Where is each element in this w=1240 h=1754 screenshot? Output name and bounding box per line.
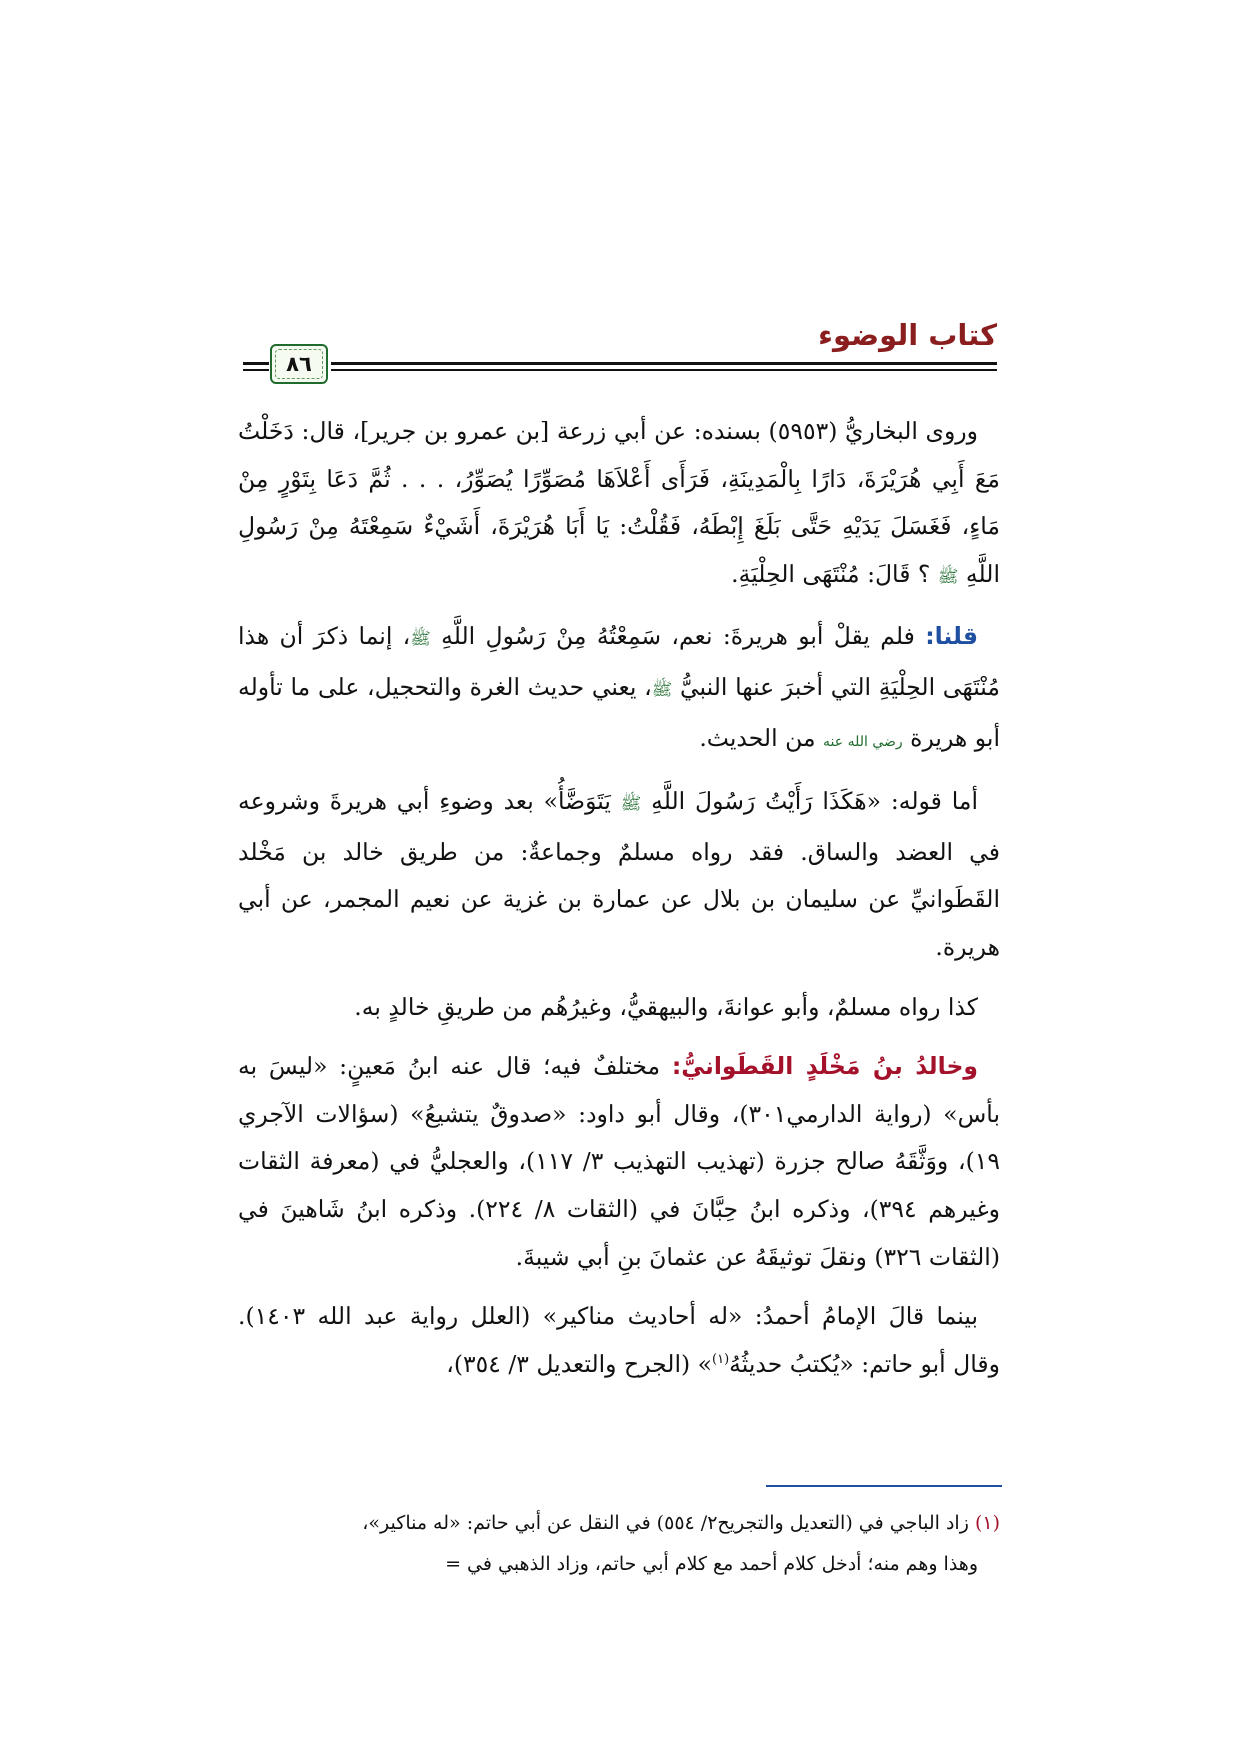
paragraph-2-part-d: من الحديث. <box>699 723 816 752</box>
paragraph-2-part-b: ، إنما ذكرَ أن هذا مُنْتَهَى الحِلْيَةِ التي أخبرَ عنها النبيُّ <box>238 622 1000 701</box>
radi-glyph-icon: رضي الله عنه <box>823 733 903 750</box>
pbuh-glyph-icon: ﷺ <box>410 629 431 650</box>
pbuh-glyph-icon: ﷺ <box>620 794 642 815</box>
footnote-separator <box>766 1485 1002 1487</box>
paragraph-3-part-a: أما قوله: «هَكَذَا رَأَيْتُ رَسُولَ اللَّهِ <box>651 787 978 816</box>
paragraph-5-label: وخالدُ بنُ مَخْلَدٍ القَطَوانيُّ: <box>671 1052 978 1081</box>
header-rule-thin <box>331 369 997 371</box>
paragraph-5 <box>238 1043 1000 1281</box>
paragraph-2-part-c: ، يعني حديث الغرة والتحجيل، على ما تأوله أبو هريرة <box>238 672 1000 752</box>
header-rule-left-thin <box>243 369 269 371</box>
paragraph-2-part-a: فلم يقلْ أبو هريرةَ: نعم، سَمِعْتُهُ مِنْ رَسُولِ اللَّهِ <box>441 622 915 651</box>
footnote-reference[interactable]: (١) <box>712 1351 730 1367</box>
paragraph-3 <box>238 778 1000 971</box>
main-text <box>238 408 1000 1400</box>
pbuh-glyph-icon: ﷺ <box>937 566 959 587</box>
paragraph-6 <box>238 1293 1000 1388</box>
header-rule-thick <box>331 362 997 365</box>
page-header <box>243 318 997 390</box>
page-number: ٨٦ <box>286 352 312 376</box>
footnote-1 <box>238 1503 1000 1544</box>
paragraph-2 <box>238 613 1000 766</box>
paragraph-4: كذا رواه مسلمٌ، وأبو عوانةَ، والبيهقيُّ، وغيرُهُم من طريقِ خالدٍ به. <box>354 992 978 1021</box>
footnote-1-cont: وهذا وهم منه؛ أدخل كلام أحمد مع كلام أبي حاتم، وزاد الذهبي في = <box>445 1553 978 1575</box>
chapter-title: كتاب الوضوء <box>818 318 997 352</box>
paragraph-1 <box>238 408 1000 601</box>
header-rule-left-thick <box>243 362 269 365</box>
pbuh-glyph-icon: ﷺ <box>651 679 673 700</box>
paragraph-3-part-b: يَتَوَضَّأُ» بعد وضوءِ أبي هريرةَ وشروعه في العضد والساق. فقد رواه مسلمٌ وجماعةٌ: من طريق خالد بن مَخْلد القَطَوانيِّ عن سليمان بن بلال عن عمارة بن غزية عن نعيم المجمر، عن أبي هريرة. <box>238 787 1000 961</box>
footnotes <box>238 1503 1000 1585</box>
paragraph-5-text: مختلفٌ فيه؛ قال عنه ابنُ مَعينٍ: «ليسَ به بأس» (رواية الدارمي٣٠١)، وقال أبو داود: «صدوقٌ يتشيعُ» (سؤالات الآجري ١٩)، ووَثَّقَهُ صالح جزرة (تهذيب التهذيب ٣/ ١١٧)، والعجليُّ في (معرفة الثقات وغيرهم ٣٩٤)، وذكره ابنُ حِبَّانَ في (الثقات ٨/ ٢٢٤). وذكره ابنُ شَاهينَ في (الثقات ٣٢٦) ونقلَ توثيقَهُ عن عثمانَ بنِ أبي شيبةَ. <box>238 1052 1000 1271</box>
paragraph-1-text: وروى البخاريُّ (٥٩٥٣) بسنده: عن أبي زرعة [بن عمرو بن جرير]، قال: دَخَلْتُ مَعَ أَبِي هُرَيْرَةَ، دَارًا بِالْمَدِينَةِ، فَرَأَى أَعْلاَهَا مُصَوِّرًا يُصَوِّرُ، . . . ثُمَّ دَعَا بِتَوْرٍ مِنْ مَاءٍ، فَغَسَلَ يَدَيْهِ حَتَّى بَلَغَ إِبْطَهُ، فَقُلْتُ: يَا أَبَا هُرَيْرَةَ، أَشَيْءٌ سَمِعْتَهُ مِنْ رَسُولِ اللَّهِ <box>238 417 1000 588</box>
footnote-1-line-1: زاد الباجي في (التعديل والتجريح٢/ ٥٥٤) في النقل عن أبي حاتم: «له مناكير»، <box>362 1512 969 1534</box>
page-number-frame <box>270 344 328 384</box>
footnote-number: (١) <box>974 1512 1000 1534</box>
paragraph-6-part-a: بينما قالَ الإمامُ أحمدُ: «له أحاديث مناكير» (العلل رواية عبد الله ١٤٠٣). وقال أبو حاتم: «يُكتبُ حديثُهُ <box>238 1302 1000 1378</box>
paragraph-2-label: قلنا: <box>925 622 978 651</box>
paragraph-6-part-b: » (الجرح والتعديل ٣/ ٣٥٤)، <box>446 1349 712 1378</box>
paragraph-1-tail: ؟ قَالَ: مُنْتَهَى الحِلْيَةِ. <box>731 559 931 588</box>
